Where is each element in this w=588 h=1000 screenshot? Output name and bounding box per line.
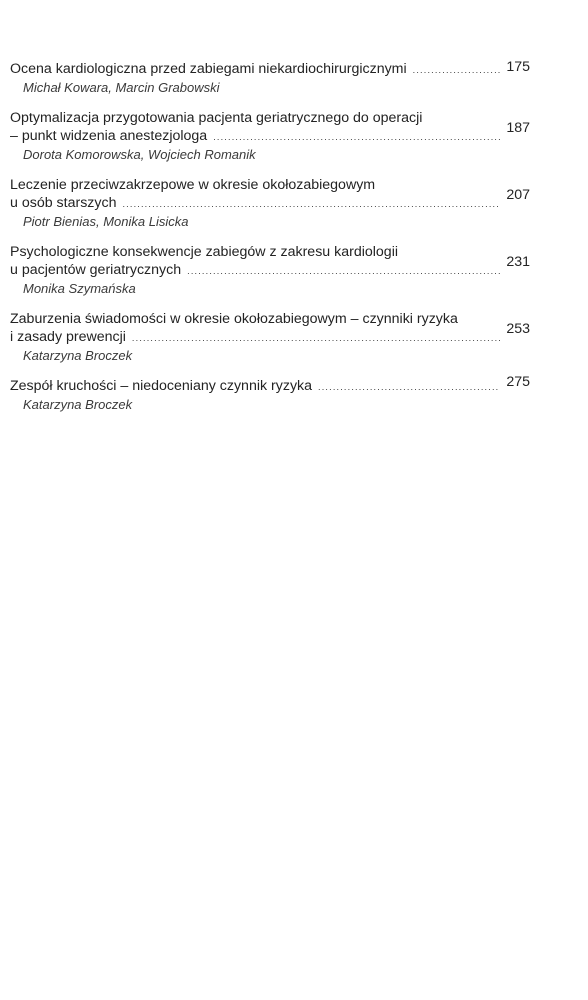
toc-title-line: [10, 120, 530, 146]
toc-entry: [10, 109, 530, 163]
toc-title-line: [10, 109, 530, 127]
toc-title-line: [10, 60, 530, 79]
toc-title-line: [10, 321, 530, 347]
page-number: 253: [506, 321, 530, 337]
toc-entry: [10, 374, 530, 413]
dot-leader: [213, 128, 500, 146]
toc-authors: Katarzyna Broczek: [23, 348, 133, 363]
toc-entry: [10, 310, 530, 364]
page-number: 187: [506, 120, 530, 136]
dot-leader: [318, 378, 500, 396]
toc-title-text: u osób starszych: [10, 195, 117, 211]
page-number: 175: [506, 59, 530, 75]
toc-title-line: [10, 374, 530, 396]
page-number: 275: [506, 374, 530, 390]
toc-authors: Michał Kowara, Marcin Grabowski: [23, 80, 220, 95]
dot-leader: [187, 262, 500, 280]
toc-title-text: Psychologiczne konsekwencje zabiegów z zakresu kardiologii: [10, 244, 398, 260]
toc-title-text: Zespół kruchości – niedoceniany czynnik ryzyka: [10, 378, 313, 394]
toc-title-text: Zaburzenia świadomości w okresie okołozabiegowym – czynniki ryzyka: [10, 311, 458, 327]
toc-entry: [10, 60, 530, 96]
toc-title-line: [10, 187, 530, 213]
toc-title-text: u pacjentów geriatrycznych: [10, 262, 182, 278]
toc-authors: Piotr Bienias, Monika Lisicka: [23, 214, 189, 229]
dot-leader: [122, 195, 500, 213]
toc-title-text: Ocena kardiologiczna przed zabiegami niekardiochirurgicznymi: [10, 61, 407, 77]
toc-authors: Katarzyna Broczek: [23, 397, 133, 412]
toc-title-line: [10, 254, 530, 280]
toc-title-text: Optymalizacja przygotowania pacjenta geriatrycznego do operacji: [10, 110, 423, 126]
toc-authors: Dorota Komorowska, Wojciech Romanik: [23, 147, 256, 162]
toc-entry: [10, 243, 530, 297]
table-of-contents: [10, 60, 530, 426]
toc-title-text: i zasady prewencji: [10, 329, 126, 345]
page-number: 231: [506, 254, 530, 270]
toc-title-line: [10, 310, 530, 328]
toc-title-text: – punkt widzenia anestezjologa: [10, 128, 208, 144]
page-number: 207: [506, 187, 530, 203]
toc-title-text: Leczenie przeciwzakrzepowe w okresie okołozabiegowym: [10, 177, 376, 193]
toc-authors: Monika Szymańska: [23, 281, 136, 296]
toc-entry: [10, 176, 530, 230]
dot-leader: [132, 329, 500, 347]
toc-title-line: [10, 243, 530, 261]
toc-title-line: [10, 176, 530, 194]
dot-leader: [413, 61, 500, 79]
